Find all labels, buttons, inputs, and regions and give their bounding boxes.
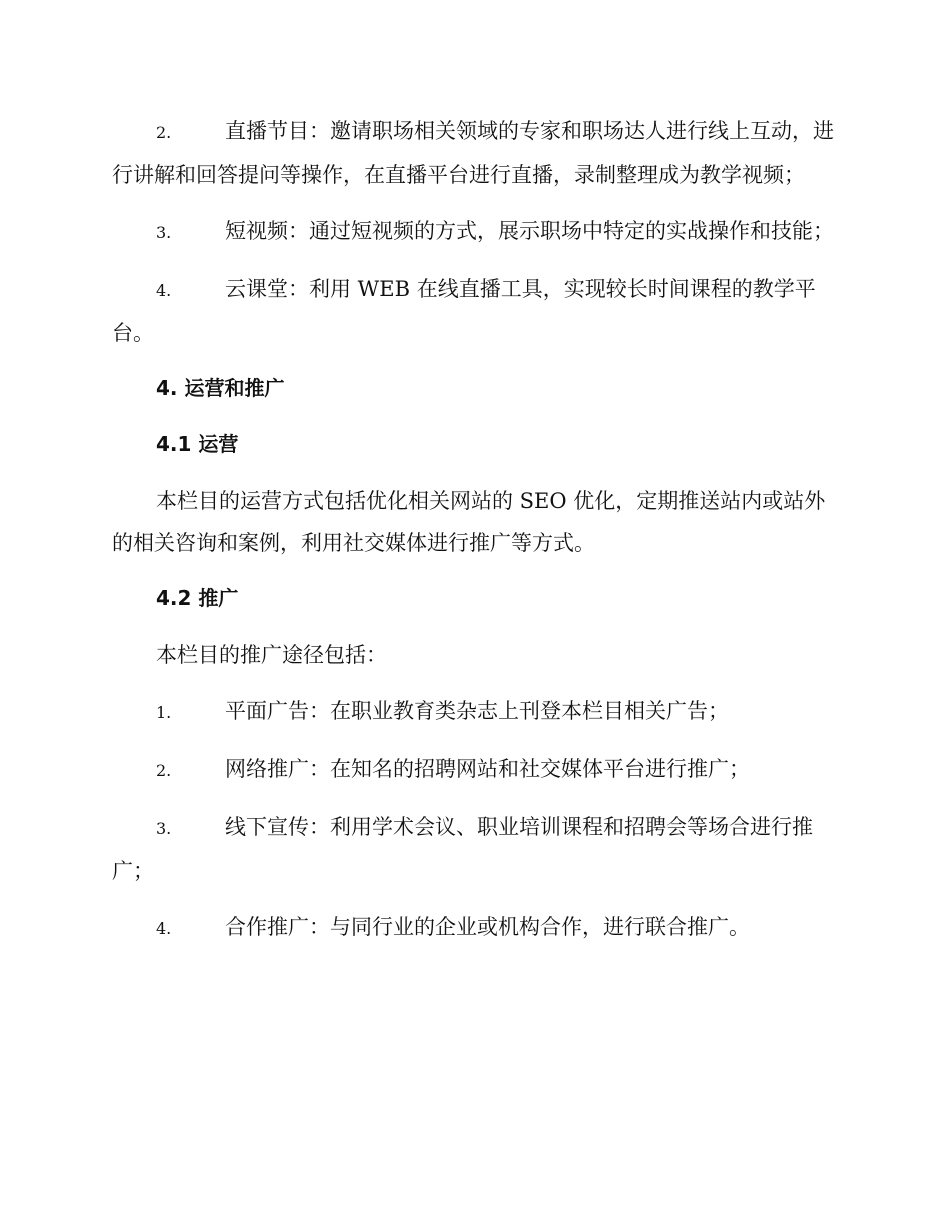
list-item-text: 线下宣传：利用学术会议、职业培训课程和招聘会等场合进行推广； xyxy=(112,815,813,883)
list-item-text: 合作推广：与同行业的企业或机构合作，进行联合推广。 xyxy=(225,915,750,939)
list-item-number: 2. xyxy=(156,761,172,780)
list-item-text: 云课堂：利用 WEB 在线直播工具，实现较长时间课程的教学平台。 xyxy=(112,277,816,345)
section-heading: 4. 运营和推广 xyxy=(156,376,285,400)
list-item-text: 短视频：通过短视频的方式，展示职场中特定的实战操作和技能； xyxy=(225,219,834,243)
list-item-number: 3. xyxy=(156,223,172,242)
list-item-text: 直播节目：邀请职场相关领域的专家和职场达人进行线上互动，进行讲解和回答提问等操作，在直播平台进行直播，录制整理成为教学视频； xyxy=(112,119,834,187)
body-paragraph: 本栏目的运营方式包括优化相关网站的 SEO 优化，定期推送站内或站外的相关咨询和案例，利用社交媒体进行推广等方式。 xyxy=(112,489,826,555)
list-item-number: 4. xyxy=(156,281,172,300)
list-item xyxy=(112,110,838,196)
list-item-text: 网络推广：在知名的招聘网站和社交媒体平台进行推广； xyxy=(225,757,750,781)
list-item xyxy=(112,690,838,734)
list-item xyxy=(112,748,838,792)
list-item-number: 4. xyxy=(156,919,172,938)
list-item-number: 3. xyxy=(156,819,172,838)
subsection-heading: 4.1 运营 xyxy=(156,432,239,456)
list-item xyxy=(112,210,838,254)
subsection-heading: 4.2 推广 xyxy=(156,586,239,610)
list-item xyxy=(112,806,838,892)
list-item xyxy=(112,268,838,354)
list-item-number: 1. xyxy=(156,703,172,722)
list-item-number: 2. xyxy=(156,123,172,142)
list-item xyxy=(112,906,838,950)
list-item-text: 平面广告：在职业教育类杂志上刊登本栏目相关广告； xyxy=(225,699,729,723)
body-paragraph: 本栏目的推广途径包括： xyxy=(156,643,387,667)
